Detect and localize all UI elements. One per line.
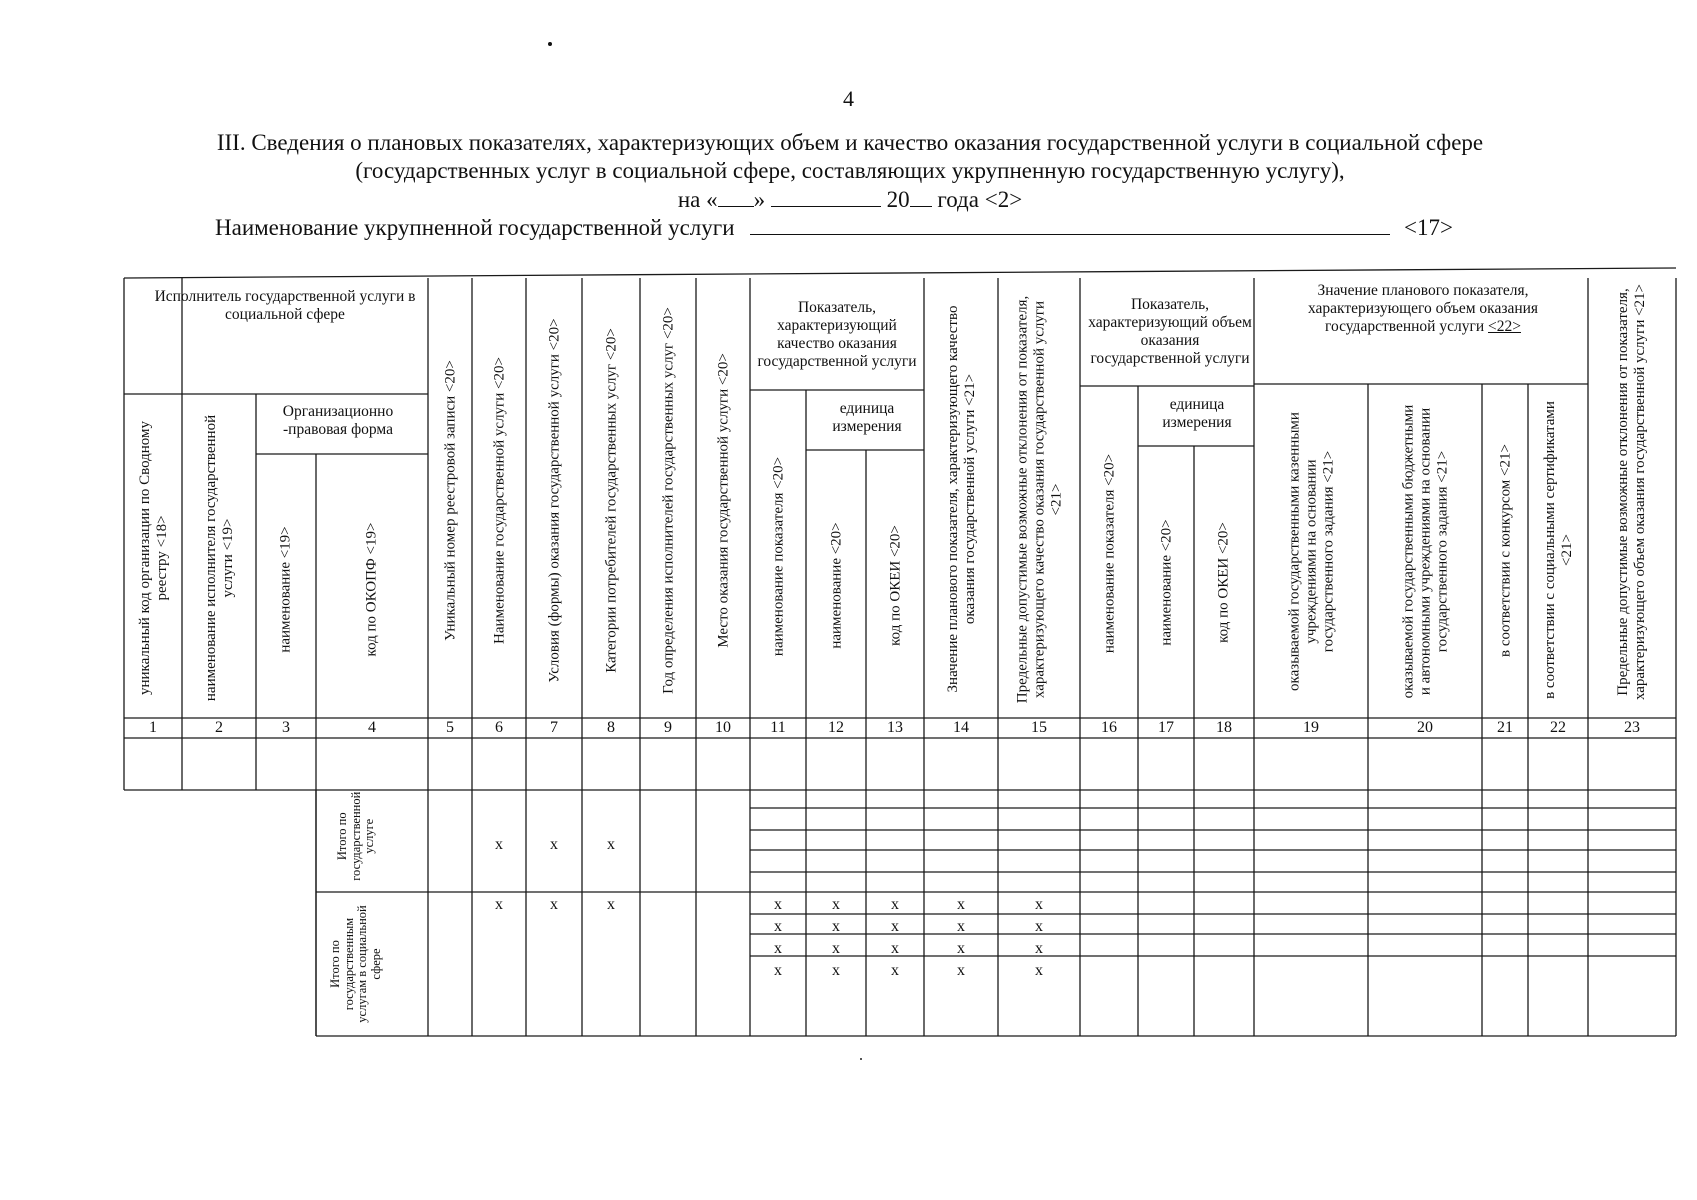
x-mark: x: [957, 962, 965, 979]
header-col-11-text: наименование показателя <20>: [770, 456, 787, 656]
header-col-13-text: код по ОКЕИ <20>: [887, 524, 904, 646]
header-col-10: [698, 282, 750, 718]
x-mark: x: [891, 940, 899, 957]
date-suffix: года <2>: [937, 187, 1023, 212]
header-col-19: [1256, 388, 1368, 714]
x-mark: x: [832, 940, 840, 957]
header-col-9: [642, 282, 696, 718]
header-col-20-text: оказываемой государственными бюджетными и автономными учреждениями на основании государственного задания <21>: [1400, 404, 1451, 698]
date-quote: »: [753, 187, 766, 212]
column-number: 19: [1303, 719, 1319, 736]
x-mark: x: [832, 962, 840, 979]
header-col-8-text: Категории потребителей государственных услуг <20>: [603, 327, 620, 673]
header-col-1-text: уникальный код организации по Сводному реестру <18>: [137, 420, 170, 696]
column-number: 2: [215, 719, 223, 736]
column-number: 4: [368, 719, 376, 736]
column-number: 21: [1497, 719, 1513, 736]
column-number: 9: [664, 719, 672, 736]
header-col-16: [1082, 390, 1138, 716]
x-mark: x: [774, 962, 782, 979]
x-mark: x: [957, 918, 965, 935]
header-col-16-text: наименование показателя <20>: [1101, 453, 1118, 653]
header-col-3-text: наименование <19>: [277, 525, 294, 653]
header-col-7-text: Условия (формы) оказания государственной услуги <20>: [546, 317, 563, 683]
total-sphere-label-text: Итого по государственным услугам в социальной сфере: [328, 905, 383, 1023]
header-col-1: [126, 397, 182, 719]
column-number: 11: [770, 719, 786, 736]
header-col-5-text: Уникальный номер реестровой записи <20>: [442, 359, 459, 641]
header-plan-value-group: [1262, 278, 1584, 340]
column-number: 13: [887, 719, 903, 736]
section-title: III. Сведения о плановых показателях, характеризующих объем и качество оказания государственной услуги в социальной сфере: [216, 130, 1484, 155]
x-mark: x: [957, 896, 965, 913]
header-col-17: [1140, 448, 1194, 716]
header-col-17-text: наименование <20>: [1158, 518, 1175, 646]
column-number: 14: [953, 719, 969, 736]
x-mark: x: [550, 836, 558, 853]
header-col-23-text: Предельные допустимые возможные отклонения от показателя, характеризующего объем оказания государственной услуги <21>: [1615, 283, 1648, 701]
x-mark: x: [550, 896, 558, 913]
column-number: 3: [282, 719, 290, 736]
year-prefix: 20: [886, 187, 910, 212]
plan-value-group-label: Значение планового показателя, характеризующего объем оказания государственной услуги: [1307, 282, 1539, 335]
header-volume-unit: единица измерения: [1162, 396, 1232, 431]
x-mark: x: [495, 896, 503, 913]
column-number: 8: [607, 719, 615, 736]
column-number: 22: [1550, 719, 1566, 736]
plan-value-group-ref: <22>: [1488, 318, 1521, 335]
page-number: 4: [843, 86, 854, 111]
header-col-22: [1530, 386, 1588, 714]
column-number: 12: [828, 719, 844, 736]
header-col-2-text: наименование исполнителя государственной услуги <19>: [203, 414, 236, 702]
column-number: 16: [1101, 719, 1117, 736]
x-mark: x: [1035, 962, 1043, 979]
x-mark: x: [607, 836, 615, 853]
total-service-label-text: Итого по государственной услуге: [334, 791, 376, 881]
header-col-8: [584, 282, 640, 718]
header-quality-unit: единица измерения: [832, 400, 902, 435]
header-col-18: [1196, 448, 1252, 716]
total-sphere-label: [318, 896, 394, 1032]
header-col-14-text: Значение планового показателя, характеризующего качество оказания государственной услуги <21>: [945, 305, 978, 693]
column-number: 6: [495, 719, 503, 736]
header-col-3: [258, 458, 314, 720]
header-col-11: [752, 394, 806, 718]
header-col-12-text: наименование <20>: [828, 521, 845, 649]
column-number: 10: [715, 719, 731, 736]
header-col-19-text: оказываемой государственными казенными учреждениями на основании государственного задания <21>: [1286, 411, 1337, 691]
total-service-label: [318, 787, 394, 885]
column-number: 5: [446, 719, 454, 736]
header-org-legal-form: Организационно -правовая форма: [282, 403, 394, 438]
date-prefix: на «: [677, 187, 718, 212]
column-number: 15: [1031, 719, 1047, 736]
column-number: 20: [1417, 719, 1433, 736]
x-mark: x: [495, 836, 503, 853]
service-name-label: Наименование укрупненной государственной услуги: [215, 215, 735, 240]
grid-line: [124, 268, 1676, 278]
header-quality-indicator-group: Показатель, характеризующий качество оказания государственной услуги: [757, 299, 917, 370]
x-mark: x: [832, 896, 840, 913]
header-col-6: [474, 282, 526, 718]
x-mark: x: [774, 918, 782, 935]
header-col-2: [184, 397, 256, 719]
header-col-6-text: Наименование государственной услуги <20>: [491, 356, 508, 644]
column-number: 1: [149, 719, 157, 736]
x-mark: x: [607, 896, 615, 913]
section-subtitle: (государственных услуг в социальной сфере, составляющих укрупненную государственную услугу),: [355, 158, 1345, 183]
header-executor-group: Исполнитель государственной услуги в социальной сфере: [154, 288, 416, 323]
header-col-15: [1000, 280, 1080, 718]
header-col-5: [430, 282, 472, 718]
header-col-7: [528, 282, 582, 718]
header-col-4-text: код по ОКОПФ <19>: [363, 522, 380, 656]
header-col-14: [926, 280, 998, 718]
x-mark: x: [957, 940, 965, 957]
x-mark: x: [1035, 940, 1043, 957]
column-number: 18: [1216, 719, 1232, 736]
header-col-18-text: код по ОКЕИ <20>: [1215, 521, 1232, 643]
header-col-21-text: в соответствии с конкурсом <21>: [1497, 443, 1514, 657]
plan-value-group-text: [1262, 282, 1584, 336]
header-col-10-text: Место оказания государственной услуги <20>: [715, 352, 732, 648]
x-mark: x: [1035, 918, 1043, 935]
header-col-21: [1484, 386, 1528, 714]
header-col-4: [316, 458, 428, 720]
header-col-13: [868, 452, 924, 718]
header-volume-indicator-group: Показатель, характеризующий объем оказания государственной услуги: [1088, 296, 1252, 367]
service-name-ref: <17>: [1404, 215, 1453, 240]
header-col-15-text: Предельные допустимые возможные отклонения от показателя, характеризующего качество оказания государственной услуги <21>: [1014, 295, 1065, 703]
x-mark: x: [774, 896, 782, 913]
header-col-12: [808, 452, 866, 718]
column-number: 23: [1624, 719, 1640, 736]
x-mark: x: [774, 940, 782, 957]
column-number: 7: [550, 719, 558, 736]
x-mark: x: [891, 918, 899, 935]
header-col-20: [1370, 388, 1482, 714]
header-col-23: [1590, 272, 1674, 712]
column-number: 17: [1158, 719, 1174, 736]
x-mark: x: [832, 918, 840, 935]
header-col-22-text: в соответствии с социальными сертификатами <21>: [1542, 401, 1575, 699]
x-mark: x: [1035, 896, 1043, 913]
x-mark: x: [891, 962, 899, 979]
header-col-9-text: Год определения исполнителей государственных услуг <20>: [660, 306, 677, 694]
x-mark: x: [891, 896, 899, 913]
